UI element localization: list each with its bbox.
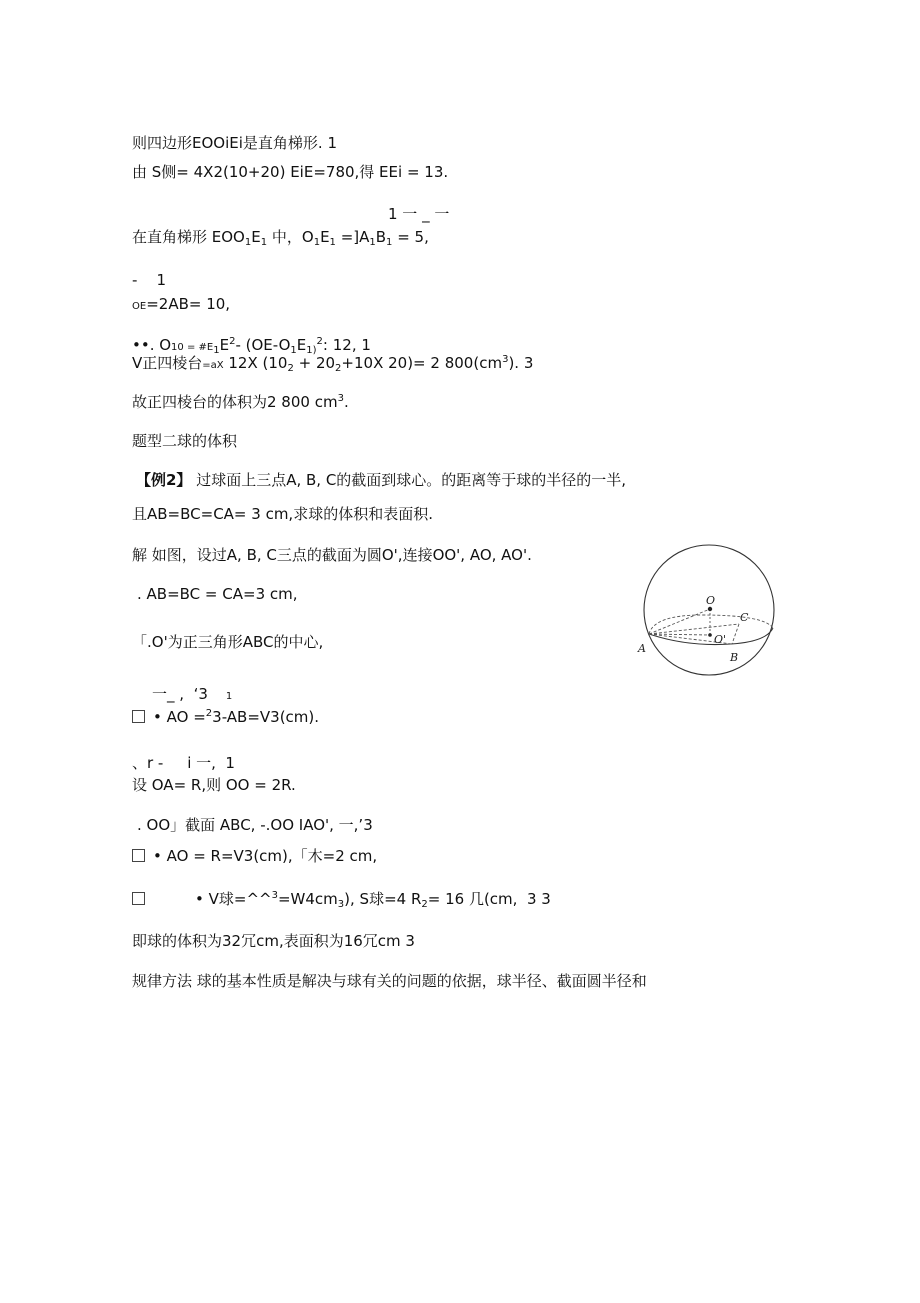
t7p2: 2: [316, 336, 323, 347]
text-line-13: 解 如图，设过A, B, C三点的截面为圆O',连接OO', AO, AO'.: [132, 546, 532, 564]
t21: • AO = R=V3(cm),「木=2 cm,: [153, 847, 378, 865]
section-ellipse-back: [649, 615, 773, 634]
t7d: - (OE-O: [235, 336, 291, 354]
checkbox-icon: [132, 849, 145, 862]
text-line-21: [132, 847, 377, 865]
text-line-3: 1 一 _ 一: [388, 205, 450, 223]
t8d: + 20: [293, 354, 336, 372]
text-line-2: 由 S侧= 4X2(10+20) EiE=780,得 EEi = 13.: [132, 163, 449, 181]
point-o: [708, 607, 712, 611]
t9p: 3: [337, 393, 344, 404]
text-line-17: [132, 708, 319, 729]
t4e: =]A: [335, 228, 370, 246]
section-heading: 题型二球的体积: [132, 432, 238, 450]
segment-ao-prime: [649, 634, 710, 635]
t8b: =aX: [202, 360, 224, 371]
text-line-23: 即球的体积为32冗cm,表面积为16冗cm 3: [132, 932, 415, 950]
t4s5: 1: [369, 237, 376, 248]
t22c: ), S球=4 R: [344, 890, 422, 908]
t17a: • AO =: [153, 708, 206, 726]
t22p: 3: [271, 890, 278, 901]
segment-cb: [732, 624, 739, 644]
t4s1: 1: [244, 237, 252, 248]
t6b: =2AB= 10,: [146, 295, 231, 313]
t9a: 故正四棱台的体积为2 800 cm: [132, 393, 338, 411]
text-line-18: 、r - i 一, 1: [132, 754, 235, 772]
t9b: .: [343, 393, 349, 411]
t8s1: 2: [287, 363, 294, 374]
checkbox-icon: [132, 710, 145, 723]
t17c: -AB=V3(cm).: [221, 708, 320, 726]
text-line-1: 则四边形EOOiEi是直角梯形. 1: [132, 134, 337, 152]
label-a: A: [638, 642, 646, 655]
t7a: ••. O: [132, 336, 172, 354]
t4b: E: [251, 228, 261, 246]
label-o: O: [706, 594, 716, 607]
point-o-prime: [708, 633, 712, 637]
example-label: 【例2】: [136, 471, 192, 489]
text-line-14: . AB=BC = CA=3 cm,: [137, 585, 298, 603]
text-line-5: - 1: [132, 271, 167, 289]
t22s2: 2: [421, 899, 428, 910]
t22a: • V球=^^: [195, 890, 272, 908]
text-line-20: . OO」截面 ABC, -.OO IAO', 一,’3: [137, 816, 373, 834]
label-b: B: [730, 651, 739, 664]
t8f: ). 3: [508, 354, 534, 372]
text-line-22: [132, 890, 551, 911]
t4s6: 1: [386, 237, 393, 248]
label-o-prime: O': [714, 633, 727, 646]
t7s2: 1: [213, 345, 220, 356]
t7f: : 12, 1: [322, 336, 371, 354]
t22s: 3: [337, 899, 345, 910]
t6a: OE: [132, 301, 147, 312]
t8p: 3: [502, 354, 509, 365]
t7b: = #E: [183, 342, 214, 353]
t22d: = 16 几(cm, 3 3: [427, 890, 551, 908]
text-line-12: 且AB=BC=CA= 3 cm,求球的体积和表面积.: [132, 505, 433, 523]
t8c: 12X (10: [223, 354, 288, 372]
text-line-4: [132, 228, 429, 249]
text-line-19: 设 OA= R,则 OO = 2R.: [132, 776, 296, 794]
t4c: 中，O: [267, 228, 314, 246]
t4f: B: [375, 228, 387, 246]
sphere-figure: [636, 543, 782, 679]
t22b: =W4cm: [277, 890, 338, 908]
t11b: 过球面上三点A, B, C的截面到球心。的距离等于球的半径的一半,: [191, 471, 627, 489]
t8s2: 2: [335, 363, 342, 374]
checkbox-icon: [132, 892, 145, 905]
t4s2: 1: [260, 237, 268, 248]
t17b: 3: [212, 708, 222, 726]
t7e: E: [296, 336, 307, 354]
text-line-24: 规律方法 球的基本性质是解决与球有关的问题的依据，球半径、截面圆半径和: [132, 972, 647, 990]
t7p1: 2: [229, 336, 236, 347]
t4s3: 1: [313, 237, 321, 248]
text-line-9: [132, 393, 349, 414]
t4d: E: [320, 228, 330, 246]
text-line-16: [152, 685, 232, 706]
text-line-11: [136, 471, 626, 489]
t7s3: 1: [290, 345, 297, 356]
t4g: = 5,: [392, 228, 429, 246]
label-c: C: [740, 611, 749, 624]
t7c: E: [219, 336, 230, 354]
t8e: +10X 20)= 2 800(cm: [341, 354, 503, 372]
text-line-6: [132, 295, 230, 316]
text-line-8: [132, 354, 533, 375]
t16b: 1: [225, 691, 233, 702]
t4s4: 1: [329, 237, 336, 248]
t8a: V正四棱台: [132, 354, 203, 372]
t4a: 在直角梯形 EOO: [132, 228, 245, 246]
t16a: 一_ , ‘3: [152, 685, 208, 703]
t17p: 2: [205, 708, 213, 719]
t7s4: 1): [306, 345, 317, 356]
text-line-15: 「.O'为正三角形ABC的中心,: [132, 633, 324, 651]
t7s1: 10: [171, 342, 184, 353]
